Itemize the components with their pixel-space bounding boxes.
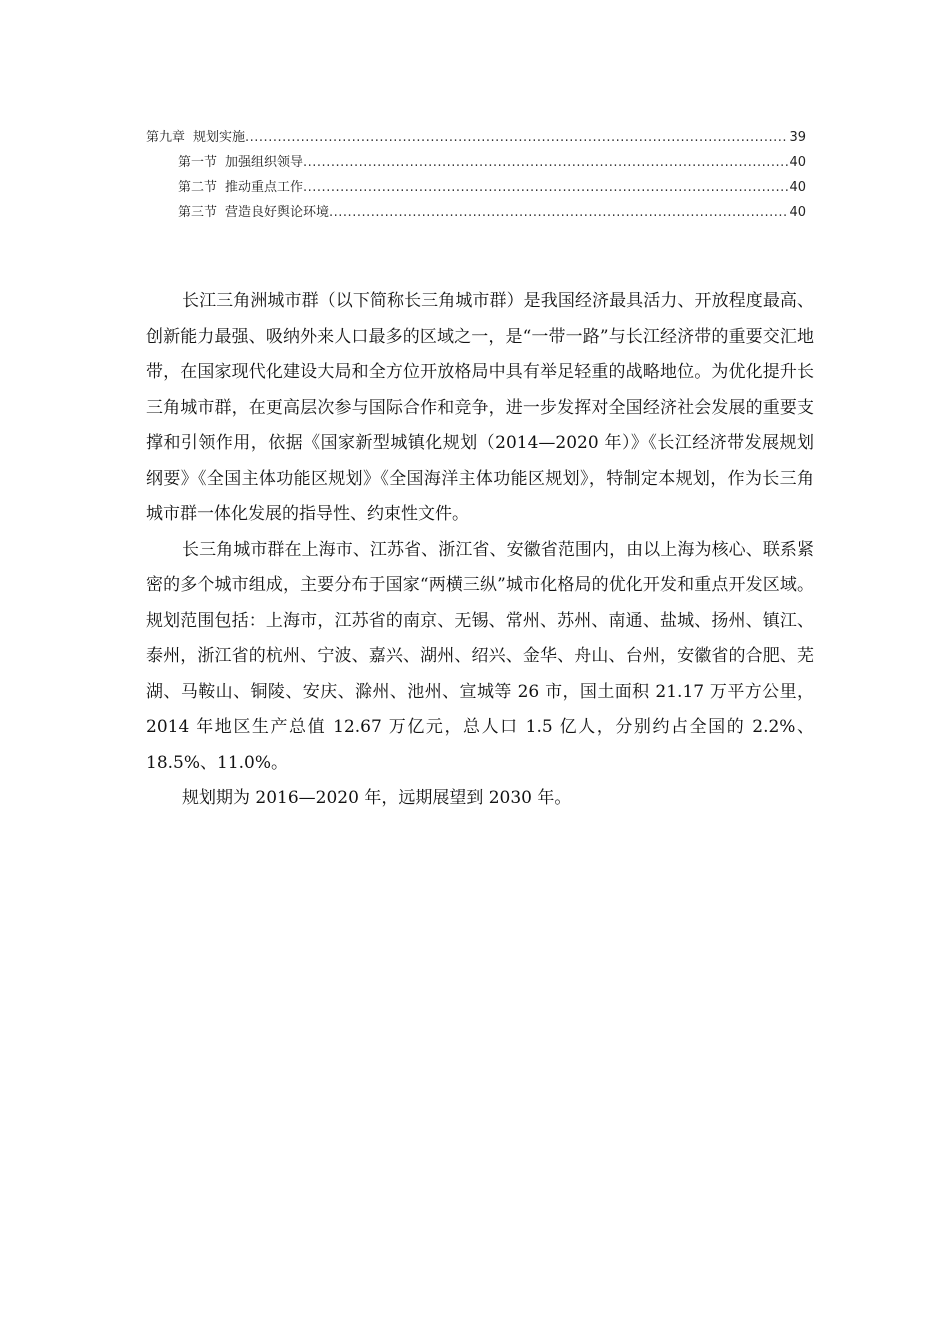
toc-entry-title: 营造良好舆论环境 — [225, 205, 330, 220]
toc-entry-section-1[interactable] — [146, 150, 806, 175]
table-of-contents — [146, 125, 806, 225]
toc-entry-number: 第九章 — [146, 130, 186, 145]
toc-dot-leader — [245, 125, 788, 150]
toc-page-number: 39 — [789, 130, 806, 145]
toc-entry-number: 第二节 — [178, 180, 218, 195]
toc-entry-label — [146, 125, 245, 150]
toc-dot-leader — [329, 200, 788, 225]
paragraph-introduction: 长江三角洲城市群（以下简称长三角城市群）是我国经济最具活力、开放程度最高、创新能力最强、吸纳外来人口最多的区域之一，是“一带一路”与长江经济带的重要交汇地带，在国家现代化建设大局和全方位开放格局中具有举足轻重的战略地位。为优化提升长三角城市群，在更高层次参与国际合作和竞争，进一步发挥对全国经济社会发展的重要支撑和引领作用，依据《国家新型城镇化规划（2014—2020 年）》《长江经济带发展规划纲要》《全国主体功能区规划》《全国海洋主体功能区规划》，特制定本规划，作为长三角城市群一体化发展的指导性、约束性文件。 — [146, 291, 814, 524]
toc-entry-label — [178, 200, 329, 225]
paragraph-planning-period: 规划期为 2016—2020 年，远期展望到 2030 年。 — [182, 788, 572, 808]
toc-entry-chapter-9[interactable] — [146, 125, 806, 150]
toc-entry-label — [178, 175, 303, 200]
toc-entry-number: 第三节 — [178, 205, 218, 220]
toc-page-number: 40 — [789, 205, 806, 220]
toc-dot-leader — [303, 175, 788, 200]
toc-entry-number: 第一节 — [178, 155, 218, 170]
toc-page-number: 40 — [789, 155, 806, 170]
toc-entry-section-3[interactable] — [146, 200, 806, 225]
toc-page-number: 40 — [789, 180, 806, 195]
toc-entry-title: 加强组织领导 — [225, 155, 304, 170]
toc-dot-leader — [303, 150, 788, 175]
toc-entry-title: 推动重点工作 — [225, 180, 304, 195]
toc-entry-section-2[interactable] — [146, 175, 806, 200]
document-body — [146, 284, 814, 817]
toc-entry-label — [178, 150, 303, 175]
toc-entry-title: 规划实施 — [193, 130, 246, 145]
paragraph-planning-scope: 长三角城市群在上海市、江苏省、浙江省、安徽省范围内，由以上海为核心、联系紧密的多个城市组成，主要分布于国家“两横三纵”城市化格局的优化开发和重点开发区域。规划范围包括：上海市，江苏省的南京、无锡、常州、苏州、南通、盐城、扬州、镇江、泰州，浙江省的杭州、宁波、嘉兴、湖州、绍兴、金华、舟山、台州，安徽省的合肥、芜湖、马鞍山、铜陵、安庆、滁州、池州、宣城等 26 市，国土面积 21.17 万平方公里，2014 年地区生产总值 12.67 万亿元，总人口 1.5 亿人，分别约占全国的 2.2%、18.5%、11.0%。 — [146, 539, 814, 773]
